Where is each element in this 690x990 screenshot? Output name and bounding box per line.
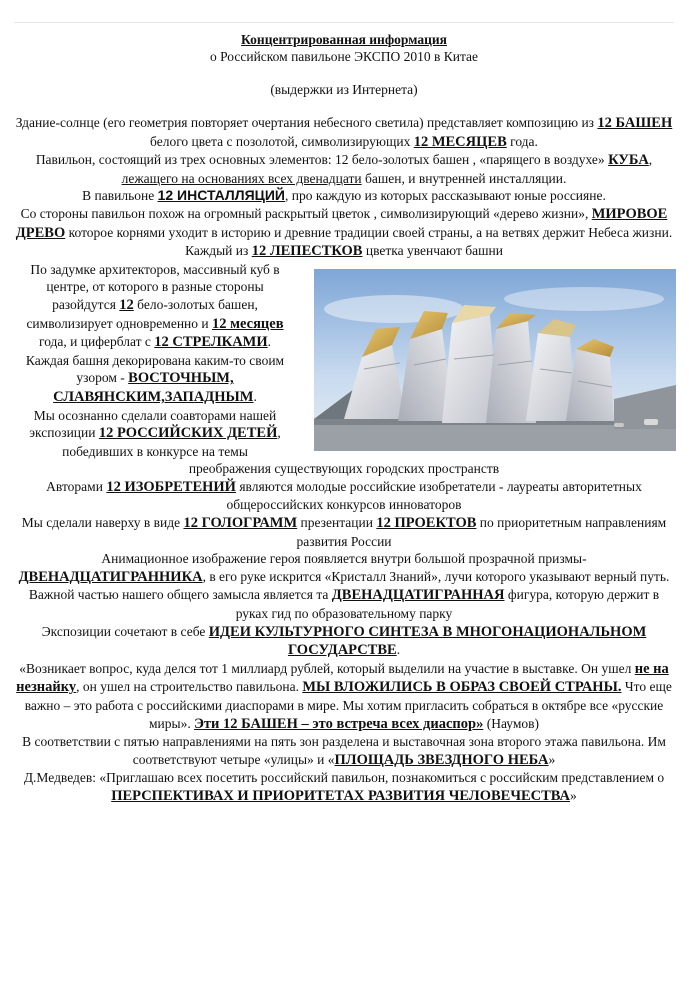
document-page	[14, 22, 674, 963]
paragraph-pavilion-elements: Павильон, состоящий из трех основных элементов: 12 бело-золотых башен , «парящего в воздухе» КУБА, лежащего на основаниях всех двенадцати башен, и внутренней инсталляции.	[35, 152, 653, 186]
paragraph-prism: Анимационное изображение героя появляется внутри большой прозрачной призмы-ДВЕНАДЦАТИГРАННИКА, в его руке искрится «Кристалл Знаний», лучи которого указывают верный путь.	[18, 551, 670, 585]
pavilion-illustration	[314, 269, 676, 451]
highlight-12-months-2: 12 месяцев	[212, 315, 284, 332]
highlight-12-petals: 12 ЛЕПЕСТКОВ	[251, 243, 363, 260]
highlight-12-inventions: 12 ИЗОБРЕТЕНИЙ	[106, 478, 236, 495]
document-title: Концентрированная информация	[241, 32, 447, 47]
paragraph-zones: В соответствии с пятью направлениями на пять зон разделена и выставочная зона второго этажа павильона. Им соответствуют четыре «улицы» и «ПЛОЩАДЬ ЗВЕЗДНОГО НЕБА»	[22, 734, 666, 768]
paragraph-holograms: Мы сделали наверху в виде 12 ГОЛОГРАММ презентации 12 ПРОЕКТОВ по приоритетным направлениям развития России	[21, 515, 667, 549]
highlight-starry-sky-square: ПЛОЩАДЬ ЗВЕЗДНОГО НЕБА	[334, 751, 549, 768]
document-subtitle: о Российском павильоне ЭКСПО 2010 в Китае	[209, 49, 478, 64]
highlight-12-projects: 12 ПРОЕКТОВ	[376, 515, 477, 532]
paragraph-naumov-quote: «Возникает вопрос, куда делся тот 1 миллиард рублей, который выделили на участие в выставке. Он ушел не на незнайку, он ушел на строительство павильона. МЫ ВЛОЖИЛИСЬ В ОБРАЗ СВОЕЙ СТРАНЫ. Что еще важно – это работа с российскими диаспорами в мире. Мы хотим пригласить собраться в октябре все «русские миры». Эти 12 БАШЕН – это встреча всех диаспор» (Наумов)	[16, 660, 672, 732]
paragraph-sun-building: Здание-солнце (его геометрия повторяет очертания небесного светила) представляет композицию из 12 БАШЕН белого цвета с позолотой, символизирующих 12 МЕСЯЦЕВ года.	[15, 115, 673, 150]
highlight-diasporas: Эти 12 БАШЕН – это встреча всех диаспор»	[194, 715, 484, 732]
paragraph-cultural-synthesis: Экспозиции сочетают в себе ИДЕИ КУЛЬТУРНОГО СИНТЕЗА В МНОГОНАЦИОНАЛЬНОМ ГОСУДАРСТВЕ.	[41, 623, 647, 659]
paragraph-tower-patterns: Каждая башня декорирована каким-то своим узором - ВОСТОЧНЫМ, СЛАВЯНСКИМ,ЗАПАДНЫМ.	[25, 352, 285, 405]
paragraph-installations: В павильоне 12 ИНСТАЛЛЯЦИЙ, про каждую из которых рассказывают юные россияне.	[82, 187, 606, 204]
highlight-perspectives: ПЕРСПЕКТИВАХ И ПРИОРИТЕТАХ РАЗВИТИЯ ЧЕЛОВЕЧЕСТВА	[111, 787, 571, 804]
paragraph-inventions: Авторами 12 ИЗОБРЕТЕНИЙ являются молодые российские изобретатели - лауреаты авторитетных общероссийских конкурсов инноваторов	[46, 478, 642, 513]
paragraph-cube-meaning: По задумке архитекторов, массивный куб в центре, от которого в разные стороны разойдутся 12 бело-золотых башен, символизирует одновременно и 12 месяцев года, и циферблат с 12 СТРЕЛКАМИ.	[26, 261, 284, 351]
underline-bases: лежащего на основаниях всех двенадцати	[121, 170, 362, 186]
highlight-12-months: 12 МЕСЯЦЕВ	[413, 133, 507, 150]
excerpt-note: (выдержки из Интернета)	[270, 82, 418, 97]
pavilion-photo	[314, 269, 676, 451]
highlight-12-holograms: 12 ГОЛОГРАММ	[183, 515, 298, 532]
paragraph-children: Мы осознанно сделали соавторами нашей экспозиции 12 РОССИЙСКИХ ДЕТЕЙ, победивших в конкурсе на темы	[29, 407, 281, 459]
highlight-12-children: 12 РОССИЙСКИХ ДЕТЕЙ	[98, 425, 278, 442]
highlight-cube: КУБА	[608, 152, 649, 169]
paragraph-tree-of-life: Со стороны павильон похож на огромный раскрытый цветок , символизирующий «дерево жизни», МИРОВОЕ ДРЕВО которое корнями уходит в историю и древние традиции своей страны, а на ветвях держит Небеса жизни. Каждый из 12 ЛЕПЕСТКОВ цветка увенчают башни	[15, 205, 673, 260]
highlight-patterns: ВОСТОЧНЫМ, СЛАВЯНСКИМ,ЗАПАДНЫМ	[53, 370, 254, 405]
highlight-invested-image: МЫ ВЛОЖИЛИСЬ В ОБРАЗ СВОЕЙ СТРАНЫ.	[302, 679, 622, 696]
left-column-text	[14, 261, 296, 461]
highlight-dodecahedron: ДВЕНАДЦАТИГРАННИКА	[18, 568, 203, 585]
highlight-twelve-sided: ДВЕНАДЦАТИГРАННАЯ	[331, 587, 505, 604]
paragraph-medvedev-quote: Д.Медведев: «Приглашаю всех посетить российский павильон, познакомиться с российским представлением о ПЕРСПЕКТИВАХ И ПРИОРИТЕТАХ РАЗВИТИЯ ЧЕЛОВЕЧЕСТВА»	[23, 770, 665, 804]
highlight-cultural-synthesis: ИДЕИ КУЛЬТУРНОГО СИНТЕЗА В МНОГОНАЦИОНАЛЬНОМ ГОСУДАРСТВЕ	[208, 623, 647, 659]
paragraph-urban-spaces: преображения существующих городских пространств	[188, 461, 500, 477]
paragraph-guide-figure: Важной частью нашего общего замысла является та ДВЕНАДЦАТИГРАННАЯ фигура, которую держит в руках гид по образовательному парку	[28, 587, 660, 622]
highlight-not-neznaika: не на незнайку	[16, 660, 669, 696]
highlight-12-towers: 12 БАШЕН	[597, 115, 673, 131]
highlight-12-hands: 12 СТРЕЛКАМИ	[154, 334, 268, 351]
image-section	[14, 261, 674, 461]
highlight-12: 12	[119, 296, 134, 313]
highlight-world-tree: МИРОВОЕ ДРЕВО	[15, 205, 668, 241]
highlight-12-installations: 12 ИНСТАЛЛЯЦИЙ	[157, 187, 285, 204]
